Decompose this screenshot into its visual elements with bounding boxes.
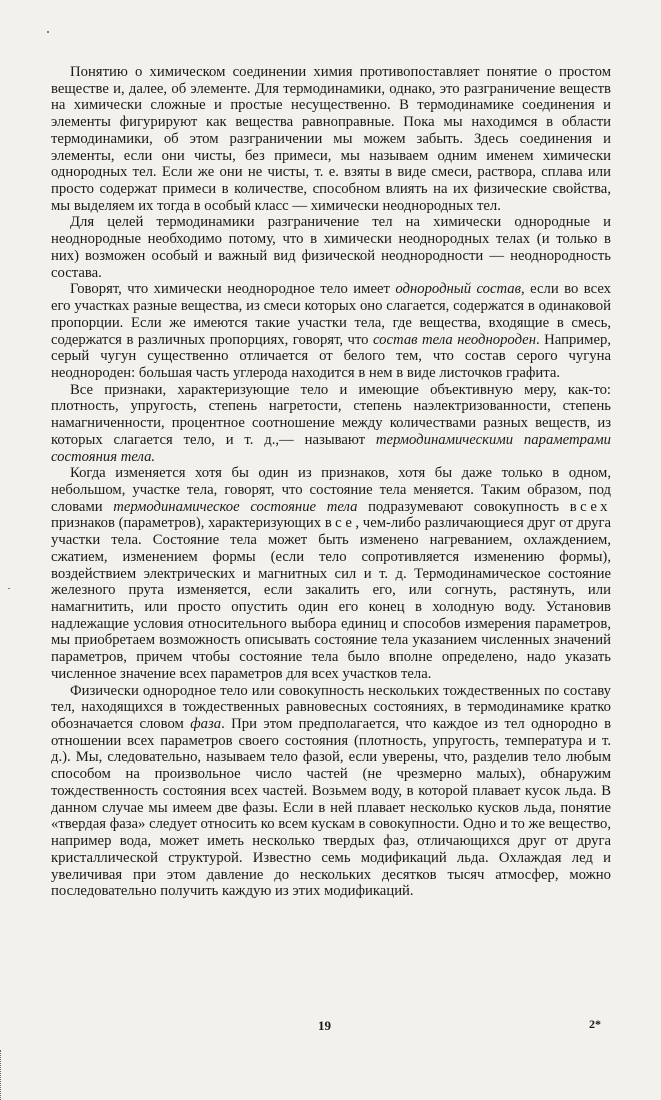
spaced-emphasis: все xyxy=(324,515,356,532)
print-speck xyxy=(8,588,10,589)
page-edge-marks xyxy=(0,1050,4,1100)
print-speck xyxy=(47,31,49,33)
text-run: Когда изменяется хотя бы один из признаков, хотя бы даже только в одном, небольшом, участке тела, говорят, что состояние тела меняется. Таким образом, под словами xyxy=(51,465,611,515)
text-run: Для целей термодинамики разграничение тел на химически однородные и неоднородные необходимо потому, что в химически неоднородных телах (и только в них) возможен особый и важный вид физической неоднородности — неоднородность состава. xyxy=(51,214,611,281)
text-run: . Например, серый чугун существенно отличается от белого тем, что состав серого чугуна неоднороден: большая часть углерода находится в нем в виде листочков графита. xyxy=(51,331,611,381)
italic-term: фаза xyxy=(190,716,222,733)
text-run: Говорят, что химически неоднородное тело имеет xyxy=(70,281,396,298)
page-number: 19 xyxy=(318,1018,331,1033)
text-run: признаков (параметров), характеризующих xyxy=(51,515,325,532)
paragraph xyxy=(51,465,611,682)
italic-term: однородный состав xyxy=(395,281,522,298)
text-run: , если во всех его участках разные вещества, из смеси которых оно слагается, содержатся в одинаковой пропорции. Если же имеются такие участки тела, где вещества, входящие в смесь, содержатся в различных пропорциях, говорят, что xyxy=(51,281,611,348)
italic-term: термодинамическими параметрами состояния тела. xyxy=(51,431,612,465)
italic-term: состав тела неоднороден xyxy=(373,331,536,348)
signature-mark: 2* xyxy=(589,1017,601,1031)
text-run: подразумевают совокупность xyxy=(357,498,570,515)
text-run: Физически однородное тело или совокупность нескольких тождественных по составу тел, находящихся в тождественных равновесных состояниях, в термодинамике кратко обозначается словом xyxy=(51,682,611,733)
body-text xyxy=(51,64,611,900)
italic-term: термодинамическое состояние тела xyxy=(113,498,358,515)
paragraph xyxy=(51,683,611,900)
paragraph xyxy=(51,382,611,466)
spaced-emphasis: всех xyxy=(569,498,612,515)
text-run: Понятию о химическом соединении химия противопоставляет понятие о простом веществе и, далее, об элементе. Для термодинамики, однако, это разграничение веществ на химически сложные и простые несущественно. В термодинамике соединения и элементы фигурируют как вещества равноправные. Пока мы находимся в области термодинамики, об этом разграничении мы можем забыть. Здесь соединения и элементы, если они чисты, без примеси, мы называем одним именем химически однородных тел. Если же они не чисты, т. е. взяты в виде смеси, раствора, сплава или просто содержат примеси в количестве, способном влиять на их физические свойства, мы выделяем их тогда в особый класс — химически неоднородных тел. xyxy=(51,64,611,214)
text-run: Все признаки, характеризующие тело и имеющие объективную меру, как-то: плотность, упругость, степень нагретости, степень наэлектризованности, степень намагниченности, процентное соотношение между количествами разных веществ, из которых слагается тело, и т. д.,— называют xyxy=(51,381,611,448)
paragraph xyxy=(51,281,611,381)
paragraph xyxy=(51,214,611,281)
text-run: , чем-либо различающиеся друг от друга участки тела. Состояние тела может быть изменено нагреванием, охлаждением, сжатием, изменением формы (если тело сопротивляется изменению формы), воздействием электрических и магнитных сил и т. д. Термодинамическое состояние железного прута изменяется, если закалить его, или согнуть, растянуть, или намагнитить, или просто опустить один его конец в холодную воду. Установив надлежащие условия относительного выбора единиц и способов измерения параметров, мы приобретаем возможность описывать состояние тела указанием численных значений параметров, причем чтобы состояние тела было вполне определено, надо указать численное значение всех параметров для всех участков тела. xyxy=(51,515,611,682)
paragraph xyxy=(51,64,611,214)
text-run: . При этом предполагается, что каждое из тел однородно в отношении всех параметров своего состояния (плотность, упругость, температура и т. д.). Мы, следовательно, называем тело фазой, если уверены, что, разделив тело любым способом на произвольное число частей (не чрезмерно малых), обнаружим тождественность состояния всех частей. Возьмем воду, в которой плавает кусок льда. В данном случае мы имеем две фазы. Если в ней плавает несколько кусков льда, понятие «твердая фаза» следует относить ко всем кускам в совокупности. Одно и то же вещество, например вода, может иметь несколько твердых фаз, отличающихся друг от друга кристаллической структурой. Известно семь модификаций льда. Охлаждая лед и увеличивая при этом давление до нескольких десятков тысяч атмосфер, можно последовательно получить каждую из этих модификаций. xyxy=(51,716,612,900)
